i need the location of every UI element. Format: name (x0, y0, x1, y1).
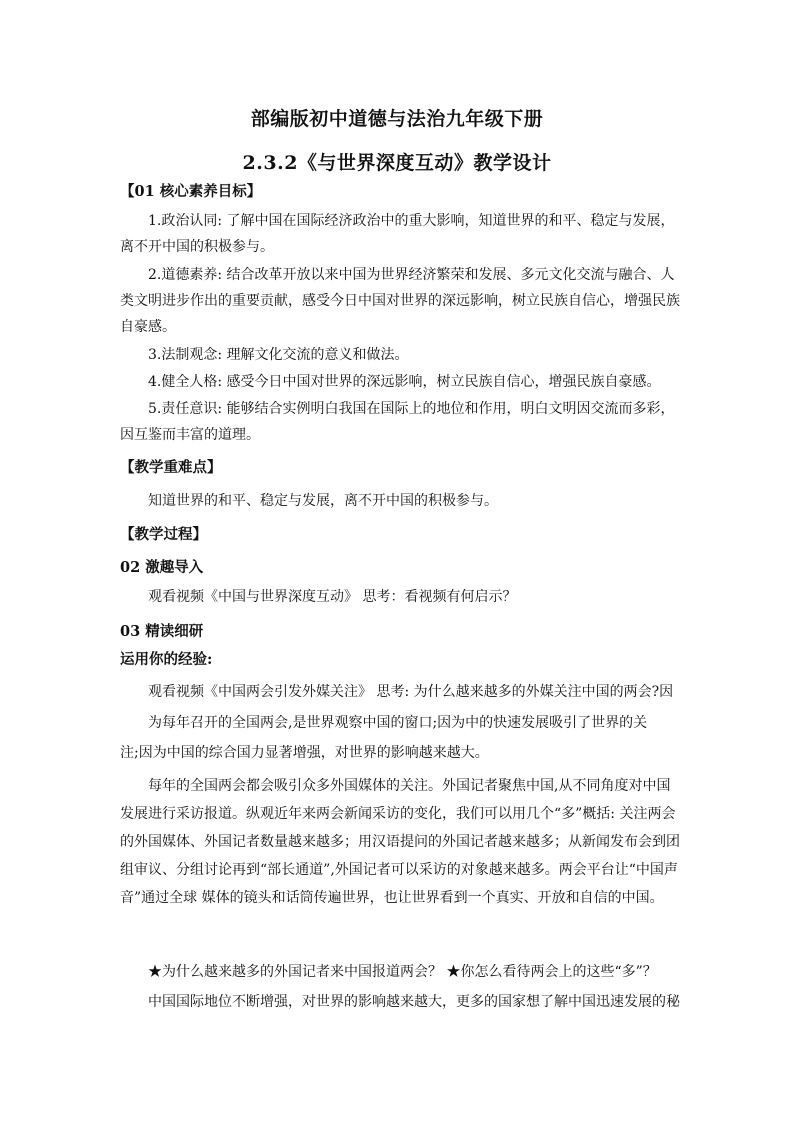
goal-item-2: 2.道德素养: 结合改革开放以来中国为世界经济繁荣和发展、多元文化交流与融合、人类文明进步作出的重要贡献，感受今日中国对世界的深远影响，树立民族自信心，增强民族自豪感。 (120, 267, 680, 335)
final-line: 中国国际地位不断增强，对世界的影响越来越大，更多的国家想了解中国迅速发展的秘 (148, 994, 680, 1010)
section-heading-goals: 【01 核心素养目标】 (120, 183, 262, 200)
intro-text: 观看视频《中国与世界深度互动》 思考：看视频有何启示？ (148, 589, 517, 605)
section-heading-key-points: 【教学重难点】 (120, 459, 222, 476)
key-points-text: 知道世界的和平、稳定与发展，离不开中国的积极参与。 (148, 493, 498, 509)
experience-line-3: 注;因为中国的综合国力显著增强，对世界的影响越来越大。 (120, 745, 489, 761)
experience-line-2: 为每年召开的全国两会,是世界观察中国的窗口;因为中的快速发展吸引了世界的关 (148, 715, 648, 731)
goal-item-1: 1.政治认同: 了解中国在国际经济政治中的重大影响，知道世界的和平、稳定与发展，离不开中国的积极参与。 (120, 213, 675, 255)
goal-item-4: 4.健全人格: 感受今日中国对世界的深远影响，树立民族自信心，增强民族自豪感。 (148, 374, 661, 390)
section-heading-process: 【教学过程】 (120, 526, 207, 543)
media-paragraph: 每年的全国两会都会吸引众多外国媒体的关注。外国记者聚焦中国,从不同角度对中国发展进行采访报道。纵观近年来两会新闻采访的变化，我们可以用几个“多”概括: 关注两会的外国媒体、外国记者数量越来越多；用汉语提问的外国记者越来越多；从新闻发布会到团组审议、分组讨论再到“部长通道”,外国记者可以采访的对象越来越多。两会平台让“中国声音”通过全球 媒体的镜头和话筒传遍世界，也让世界看到一个真实、开放和自信的中国。 (120, 778, 680, 906)
section-heading-experience: 运用你的经验: (120, 651, 213, 668)
section-heading-study: 03 精读细研 (120, 623, 204, 640)
document-subtitle: 2.3.2《与世界深度互动》教学设计 (242, 152, 552, 174)
experience-line-1: 观看视频《中国两会引发外媒关注》 思考: 为什么越来越多的外媒关注中国的两会?因 (148, 684, 674, 700)
goal-item-5: 5.责任意识: 能够结合实例明白我国在国际上的地位和作用，明白文明因交流而多彩，因互鉴而丰富的道理。 (120, 401, 675, 443)
section-heading-intro: 02 激趣导入 (120, 559, 204, 576)
goal-item-3: 3.法制观念: 理解文化交流的意义和做法。 (148, 347, 409, 363)
question-line: ★为什么越来越多的外国记者来中国报道两会？ ★你怎么看待两会上的这些“多”？ (148, 964, 657, 980)
document-title: 部编版初中道德与法治九年级下册 (250, 108, 544, 130)
